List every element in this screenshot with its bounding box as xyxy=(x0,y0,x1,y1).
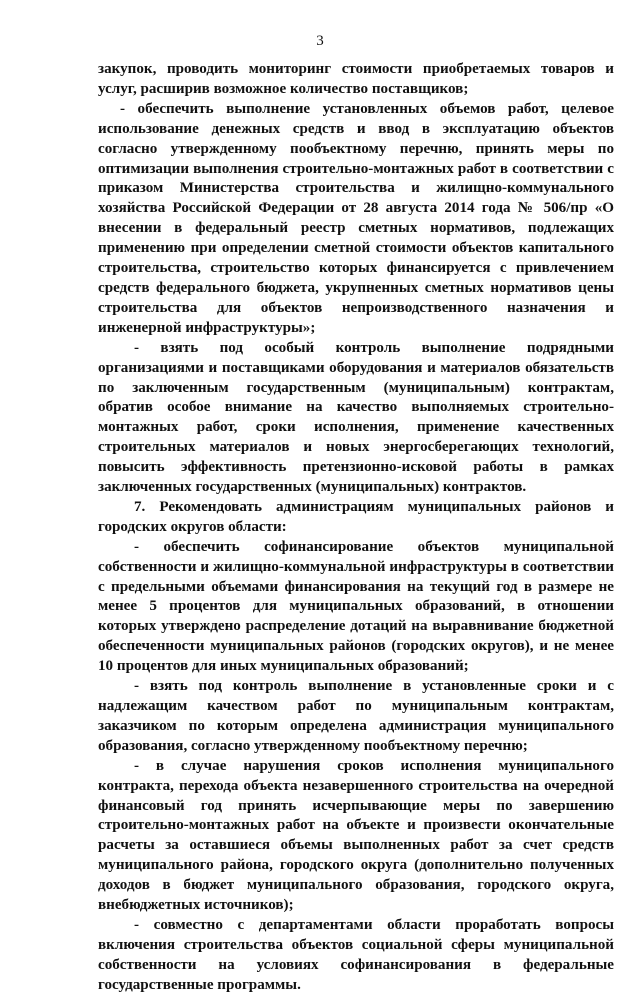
paragraph-contractor-control: - взять под особый контроль выполнение подрядными организациями и поставщиками оборудования и материалов обязательств по заключенным государственным (муниципальным) контрактам, обратив особое внимание на качество выполняемых строительно-монтажных работ, сроки исполнения, применение качественных строительных материалов и новых энергосберегающих технологий, повысить эффективность претензионно-исковой работы в рамках заключенных государственных (муниципальных) контрактов. xyxy=(98,339,614,496)
paragraph-contract-control: - взять под контроль выполнение в установленные сроки и с надлежащим качеством работ по муниципальным контрактам, заказчиком по которым определена администрация муниципального образования, согласно утвержденному пообъектному перечню; xyxy=(98,678,614,754)
paragraph-item-7: 7. Рекомендовать администрациям муниципальных районов и городских округов области: xyxy=(98,498,614,535)
paragraph-ensure-works: - обеспечить выполнение установленных объемов работ, целевое использование денежных средств и ввод в эксплуатацию объектов согласно утвержденному пообъектному перечню, принять меры по оптимизации выполнения строительно-монтажных работ в соответствии с приказом Министерства строительства и жилищно-коммунального хозяйства Российской Федерации от 28 августа 2014 года № 506/пр «О внесении в федеральный реестр сметных нормативов, подлежащих применению при определении сметной стоимости объектов капитального строительства, строительство которых финансируется с привлечением средств федерального бюджета, укрупненных сметных нормативов цены строительства для объектов непроизводственного назначения и инженерной инфраструктуры»; xyxy=(98,100,614,336)
document-body xyxy=(98,60,614,996)
paragraph-contract-violation: - в случае нарушения сроков исполнения муниципального контракта, перехода объекта незавершенного строительства на очередной финансовый год принять исчерпывающие меры по завершению строительно-монтажных работ на объекте и произвести окончательные расчеты за оставшиеся объемы выполненных работ за счет средств муниципального района, городского округа (дополнительно полученных доходов в бюджет муниципального образования, городского округа, внебюджетных источников); xyxy=(98,757,614,914)
paragraph-procurement-continuation: закупок, проводить мониторинг стоимости приобретаемых товаров и услуг, расширив возможное количество поставщиков; xyxy=(98,61,614,97)
paragraph-cofinancing: - обеспечить софинансирование объектов муниципальной собственности и жилищно-коммунальной инфраструктуры в соответствии с предельными объемами финансирования на текущий год в размере не менее 5 процентов для муниципальных образований, в отношении которых утверждено распределение дотаций на выравнивание бюджетной обеспеченности муниципальных районов (городских округов), и не менее 10 процентов для иных муниципальных образований; xyxy=(98,538,614,675)
page-number: 3 xyxy=(316,33,324,49)
paragraph-federal-programs: - совместно с департаментами области проработать вопросы включения строительства объектов социальной сферы муниципальной собственности на условиях софинансирования в федеральные государственные программы. xyxy=(98,916,614,993)
